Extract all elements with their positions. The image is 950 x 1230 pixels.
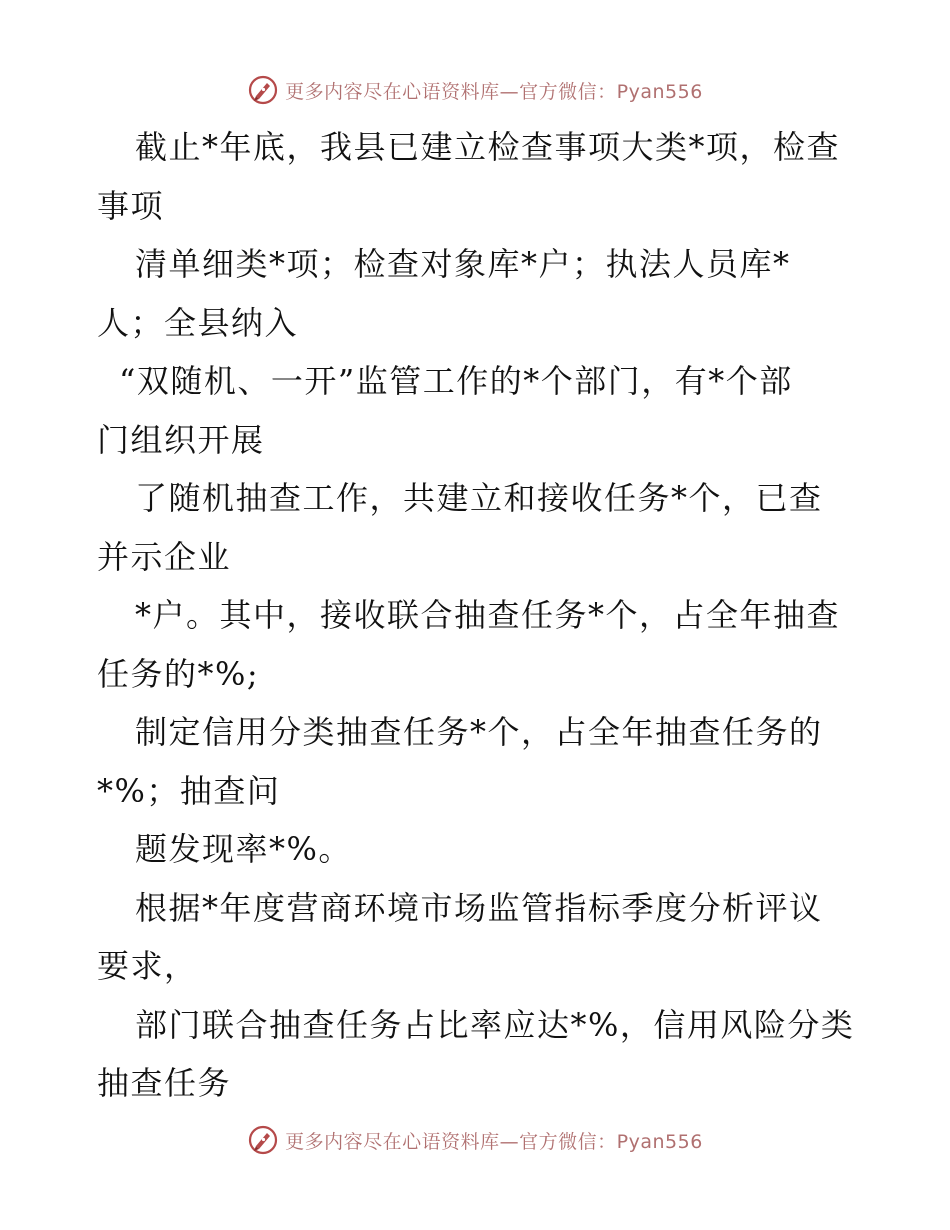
- body-line: 题发现率*%。: [135, 830, 352, 868]
- header-banner: [0, 70, 950, 110]
- body-line: 制定信用分类抽查任务*个，占全年抽查任务的: [135, 713, 823, 751]
- footer-banner-text: 更多内容尽在心语资料库—官方微信：Pyan556: [285, 1130, 703, 1153]
- header-banner-text: 更多内容尽在心语资料库—官方微信：Pyan556: [285, 80, 703, 103]
- body-line: *户。其中，接收联合抽查任务*个，占全年抽查: [135, 596, 841, 634]
- body-line: 截止*年底，我县已建立检查事项大类*项，检查: [135, 128, 841, 166]
- document-body: [97, 118, 867, 1113]
- pen-nib-logo-icon: [247, 74, 279, 106]
- body-line: 根据*年度营商环境市场监管指标季度分析评议: [135, 888, 823, 927]
- body-line: 部门联合抽查任务占比率应达*%，信用风险分类: [135, 1005, 855, 1044]
- body-line: 要求，: [97, 947, 198, 985]
- body-line: 门组织开展: [97, 420, 265, 459]
- body-line: 并示企业: [97, 537, 232, 576]
- body-line: “双随机、一开”监管工作的*个部门，有*个部: [119, 362, 793, 400]
- body-line: 事项: [97, 186, 165, 225]
- body-line: 人；全县纳入: [97, 303, 299, 342]
- body-line: 抽查任务: [97, 1064, 232, 1102]
- footer-banner: [0, 1120, 950, 1160]
- body-line: 了随机抽查工作，共建立和接收任务*个，已查: [135, 479, 823, 517]
- body-line: 清单细类*项；检查对象库*户；执法人员库*: [135, 245, 791, 283]
- pen-nib-logo-icon: [247, 1124, 279, 1156]
- body-line: 任务的*%;: [97, 654, 260, 693]
- body-line: *%；抽查问: [97, 771, 281, 810]
